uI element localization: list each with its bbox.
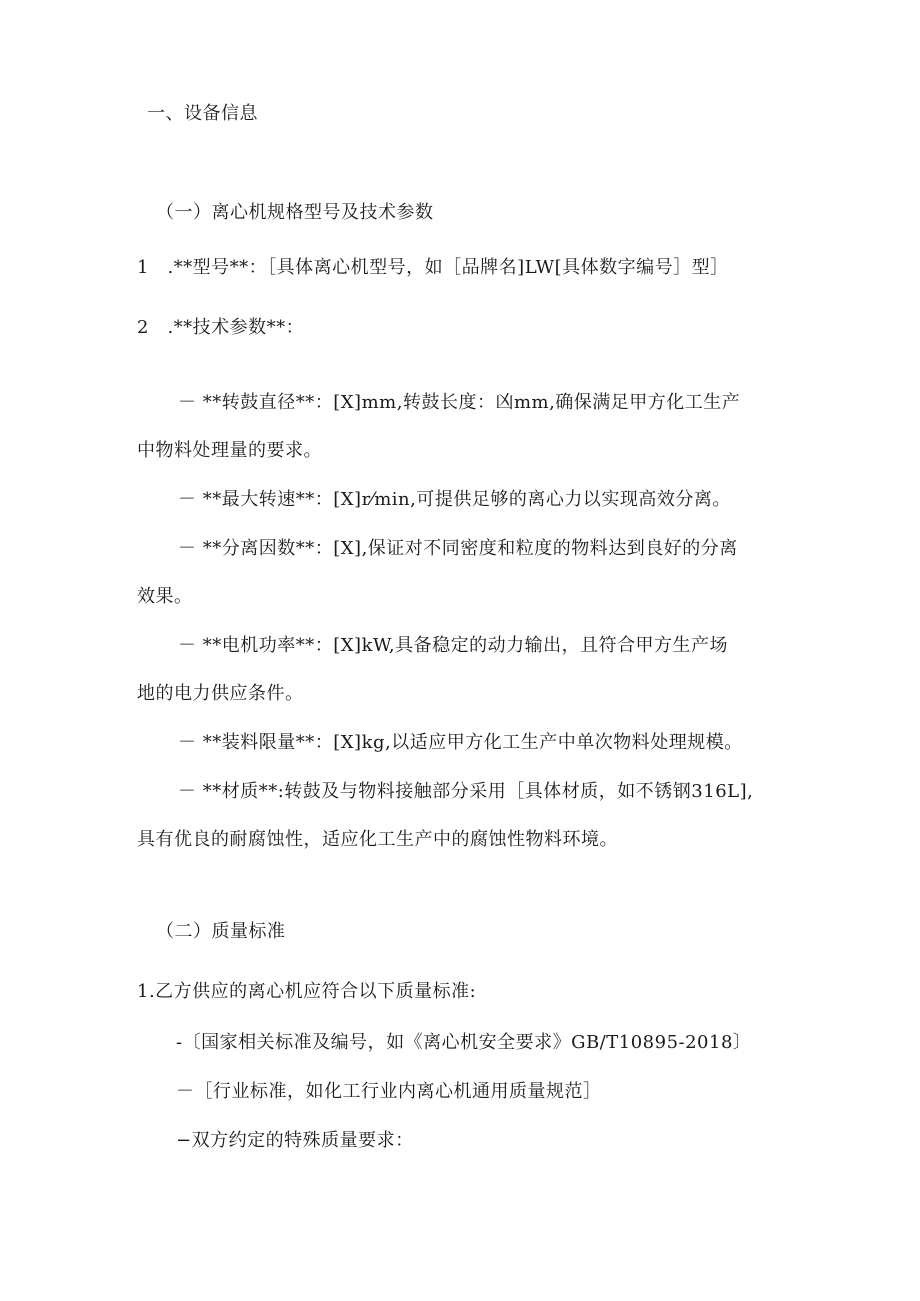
subsection-heading-quality: （二）质量标准: [156, 921, 286, 942]
param-motor-power-line2: 地的电力供应条件。: [137, 683, 304, 704]
standard-industry: －［行业标准，如化工行业内离心机通用质量规范］: [176, 1081, 602, 1102]
param-separation-factor-line1: － **分离因数**：[X],保证对不同密度和粒度的物料达到良好的分离: [178, 538, 738, 559]
item-technical-params: 2 .**技术参数**：: [137, 317, 305, 338]
param-material-line2: 具有优良的耐腐蚀性，适应化工生产中的腐蚀性物料环境。: [137, 829, 618, 850]
param-material-line1: － **材质**:转鼓及与物料接触部分采用［具体材质，如不锈钢316L],: [178, 781, 754, 802]
param-drum-size-line1: － **转鼓直径**：[X]mm,转鼓长度：凶mm,确保满足甲方化工生产: [178, 392, 741, 413]
param-motor-power-line1: － **电机功率**：[X]kW,具备稳定的动力输出，且符合甲方生产场: [178, 635, 729, 656]
subsection-heading-specs: （一）离心机规格型号及技术参数: [156, 202, 434, 223]
param-load-limit: － **装料限量**：[X]kg,以适应甲方化工生产中单次物料处理规模。: [178, 732, 743, 753]
param-drum-size-line2: 中物料处理量的要求。: [137, 440, 322, 461]
param-separation-factor-line2: 效果。: [137, 586, 193, 607]
param-max-speed: － **最大转速**：[X]r⁄min,可提供足够的离心力以实现高效分离。: [178, 489, 731, 510]
standard-special: −双方约定的特殊质量要求：: [176, 1130, 414, 1151]
item-model: 1 .**型号**：［具体离心机型号，如［品牌名]LW[具体数字编号］型］: [137, 257, 729, 278]
standard-national: -〔国家相关标准及编号，如《离心机安全要求》GB/T10895-2018〕: [176, 1032, 752, 1053]
section-title: 一、设备信息: [147, 103, 258, 124]
item-quality-standards: 1.乙方供应的离心机应符合以下质量标准:: [137, 981, 477, 1002]
